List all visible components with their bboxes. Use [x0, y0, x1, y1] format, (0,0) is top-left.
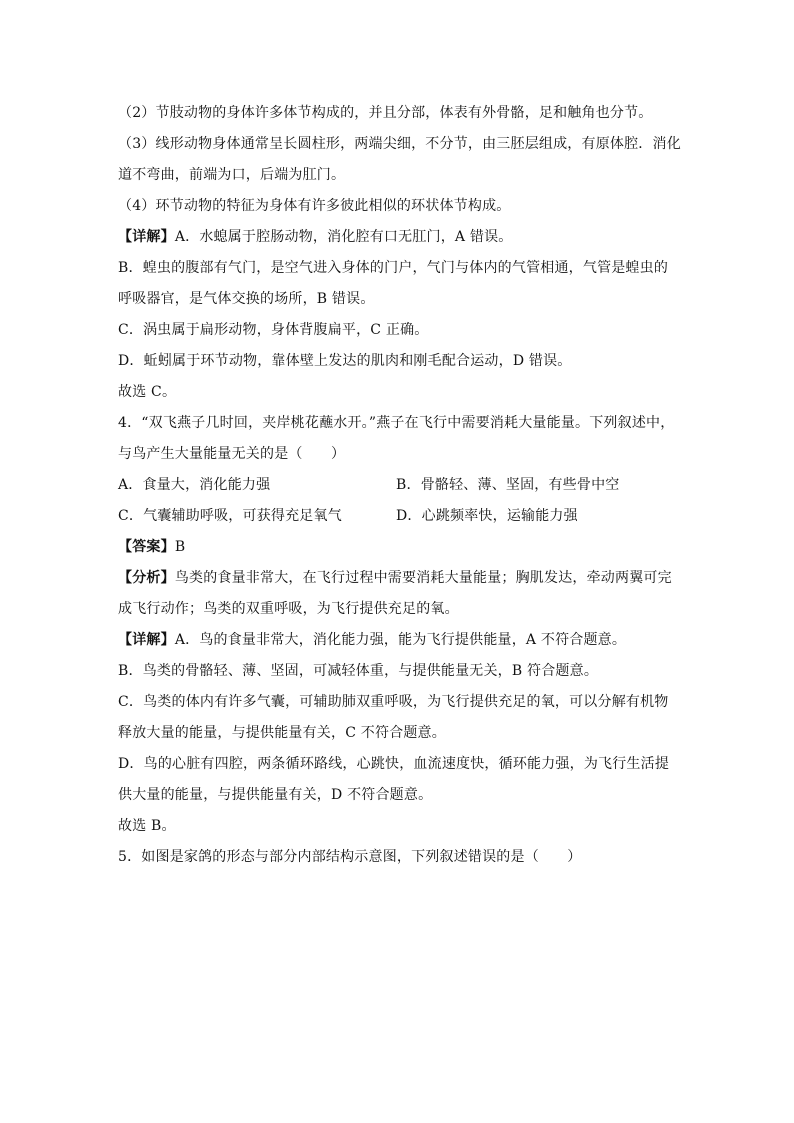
text-line: D．鸟的心脏有四腔，两条循环路线，心跳快，血流速度快，循环能力强，为飞行生活提 [118, 756, 670, 772]
question-4-stem-cont: 与鸟产生大量能量无关的是（ ） [118, 446, 346, 462]
detail-text: A．水螅属于腔肠动物，消化腔有口无肛门，A 错误。 [174, 229, 513, 245]
analysis-tag: 【分析】 [118, 570, 175, 586]
text-line: 释放大量的能量，与提供能量有关，C 不符合题意。 [118, 725, 446, 741]
option-c: C．气囊辅助呼吸，可获得充足氧气 [118, 508, 342, 524]
option-b: B．骨骼轻、薄、坚固，有些骨中空 [396, 477, 620, 493]
detail-tag: 【详解】 [118, 632, 175, 648]
text-line: （3）线形动物身体通常呈长圆柱形，两端尖细，不分节，由三胚层组成，有原体腔．消化 [118, 136, 681, 152]
text-line: 故选 B。 [118, 818, 176, 834]
option-d: D．心跳频率快，运输能力强 [396, 508, 578, 524]
detail-tag: 【详解】 [118, 229, 175, 245]
text-line: B．鸟类的骨骼轻、薄、坚固，可减轻体重，与提供能量无关，B 符合题意。 [118, 663, 599, 679]
question-5-stem: 5．如图是家鸽的形态与部分内部结构示意图，下列叙述错误的是（ ） [118, 849, 582, 865]
text-line: D．蚯蚓属于环节动物，靠体壁上发达的肌肉和刚毛配合运动，D 错误。 [118, 353, 572, 369]
answer-line [118, 537, 185, 557]
answer-value: B [174, 539, 186, 555]
detail-line [118, 630, 626, 650]
analysis-line [118, 568, 672, 588]
text-line: C．涡虫属于扁形动物，身体背腹扁平，C 正确。 [118, 322, 429, 338]
text-line: （2）节肢动物的身体许多体节构成的，并且分部，体表有外骨骼，足和触角也分节。 [118, 105, 653, 121]
text-line: 道不弯曲，前端为口，后端为肛门。 [118, 167, 346, 183]
question-4-stem: 4．“双飞燕子几时回，夹岸桃花蘸水开。”燕子在飞行中需要消耗大量能量。下列叙述中， [118, 415, 675, 431]
analysis-text: 鸟类的食量非常大，在飞行过程中需要消耗大量能量；胸肌发达，牵动两翼可完 [174, 570, 672, 586]
text-line: （4）环节动物的特征为身体有许多彼此相似的环状体节构成。 [118, 198, 511, 214]
detail-line [118, 227, 512, 247]
text-line: B．蝗虫的腹部有气门，是空气进入身体的门户，气门与体内的气管相通，气管是蝗虫的 [118, 260, 669, 276]
text-line: 成飞行动作；鸟类的双重呼吸，为飞行提供充足的氧。 [118, 601, 459, 617]
answer-tag: 【答案】 [118, 539, 175, 555]
text-line: 故选 C。 [118, 384, 177, 400]
detail-text: A．鸟的食量非常大，消化能力强，能为飞行提供能量，A 不符合题意。 [174, 632, 627, 648]
option-a: A．食量大，消化能力强 [118, 477, 271, 493]
text-line: C．鸟类的体内有许多气囊，可辅助肺双重呼吸，为飞行提供充足的氧，可以分解有机物 [118, 694, 669, 710]
text-line: 呼吸器官，是气体交换的场所，B 错误。 [118, 291, 375, 307]
text-line: 供大量的能量，与提供能量有关，D 不符合题意。 [118, 787, 433, 803]
